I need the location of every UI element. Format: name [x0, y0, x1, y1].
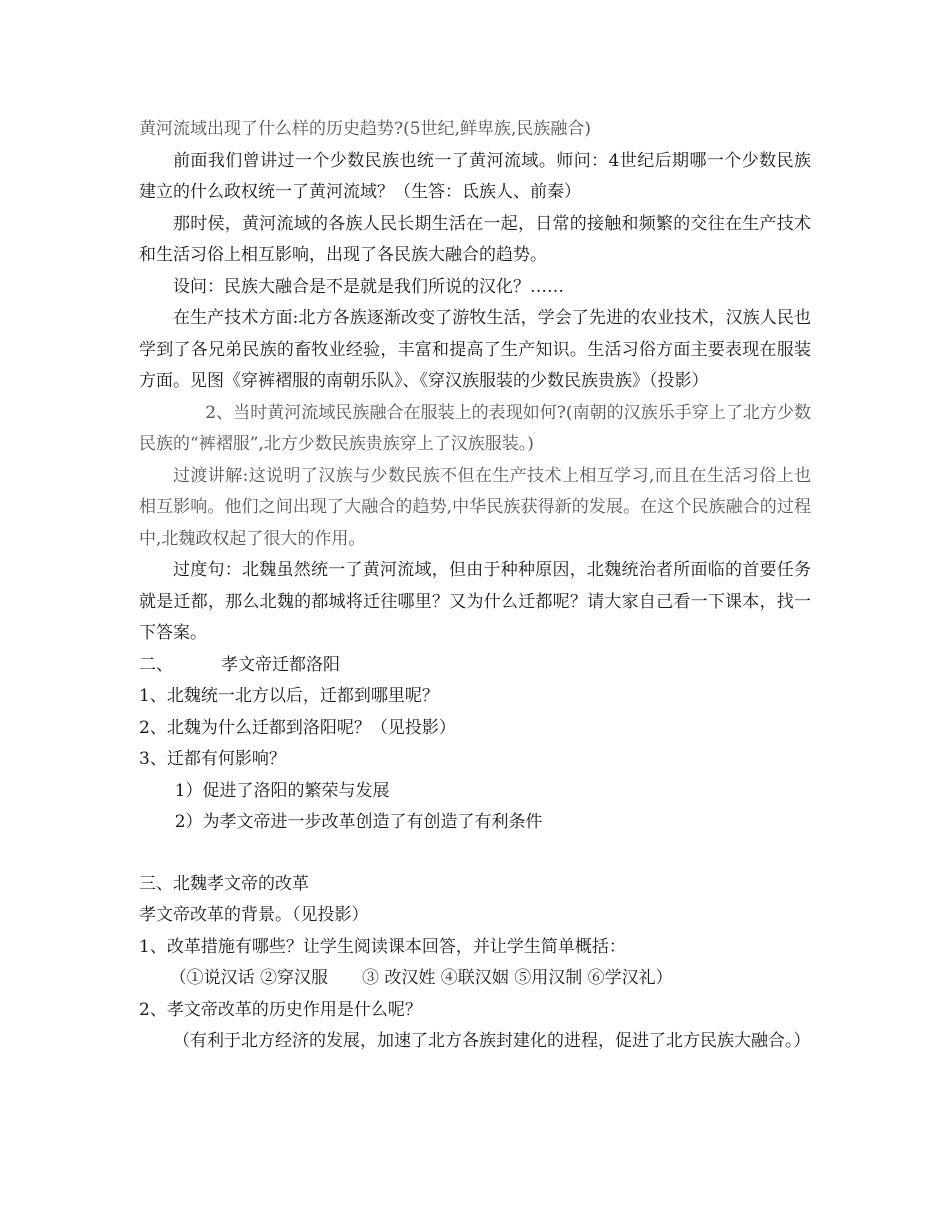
paragraph-transition: 过渡讲解:这说明了汉族与少数民族不但在生产技术上相互学习,而且在生活习俗上也相互影响。他们之间出现了大融合的趋势,中华民族获得新的发展。在这个民族融合的过程中,北魏政权起了很大的作用。: [139, 465, 811, 549]
paragraph-transition-sentence: 过度句：北魏虽然统一了黄河流域，但由于种种原因，北魏统治者所面临的首要任务就是迁都，那么北魏的都城将迁往哪里？又为什么迁都呢？请大家自己看一下课本，找一下答案。: [139, 560, 811, 643]
section-title: 孝文帝迁都洛阳: [221, 654, 340, 675]
list-subitem: 1）促进了洛阳的繁荣与发展: [174, 780, 390, 801]
reform-measures: （①说汉话 ②穿汉服 ③ 改汉姓 ④联汉姻 ⑤用汉制 ⑥学汉礼）: [169, 968, 673, 988]
list-item: 3、迁都有何影响？: [139, 749, 286, 769]
paragraph-production-customs: 在生产技术方面:北方各族逐渐改变了游牧生活，学会了先进的农业技术，汉族人民也学到了各兄弟民族的畜牧业经验，丰富和提高了生产知识。生活习俗方面主要表现在服装方面。见图《穿裤褶服的南朝乐队》、《穿汉族服装的少数民族贵族》（投影）: [139, 308, 811, 391]
list-item: 2、北魏为什么迁都到洛阳呢？（见投影）: [139, 717, 456, 738]
list-item: 2、孝文帝改革的历史作用是什么呢？: [139, 999, 422, 1020]
section-number: 二、: [139, 654, 173, 675]
paragraph-fusion-trend: 那时侯，黄河流域的各族人民长期生活在一起，日常的接触和频繁的交往在生产技术和生活习俗上相互影响，出现了各民族大融合的趋势。: [139, 213, 811, 265]
list-subitem: 2）为孝文帝进一步改革创造了有创造了有利条件: [174, 812, 543, 832]
document-body: [139, 114, 811, 1058]
section-heading-relocation: [139, 650, 811, 682]
list-item: 1、改革措施有哪些？让学生阅读课本回答，并让学生简单概括：: [139, 936, 626, 957]
paragraph-question-trend: 黄河流域出现了什么样的历史趋势?(5世纪,鲜卑族,民族融合): [139, 119, 592, 139]
list-item: 1、北魏统一北方以后，迁都到哪里呢？: [139, 686, 439, 706]
section-heading-reform: 三、北魏孝文帝的改革: [139, 873, 309, 894]
paragraph-question-sinicization: 设问：民族大融合是不是就是我们所说的汉化？……: [173, 276, 564, 297]
paragraph-clothing-question: 2、当时黄河流域民族融合在服装上的表现如何?(南朝的汉族乐手穿上了北方少数民族的“裤褶服”,北方少数民族贵族穿上了汉族服装。): [139, 402, 811, 454]
paragraph-review: 前面我们曾讲过一个少数民族也统一了黄河流域。师问：4世纪后期哪一个少数民族建立的什么政权统一了黄河流域？（生答：氐族人、前秦）: [139, 150, 811, 202]
blank-line: [139, 839, 811, 869]
reform-effect: （有利于北方经济的发展，加速了北方各族封建化的进程，促进了北方民族大融合。）: [173, 1031, 811, 1051]
paragraph-reform-background: 孝文帝改革的背景。（见投影）: [139, 905, 369, 925]
